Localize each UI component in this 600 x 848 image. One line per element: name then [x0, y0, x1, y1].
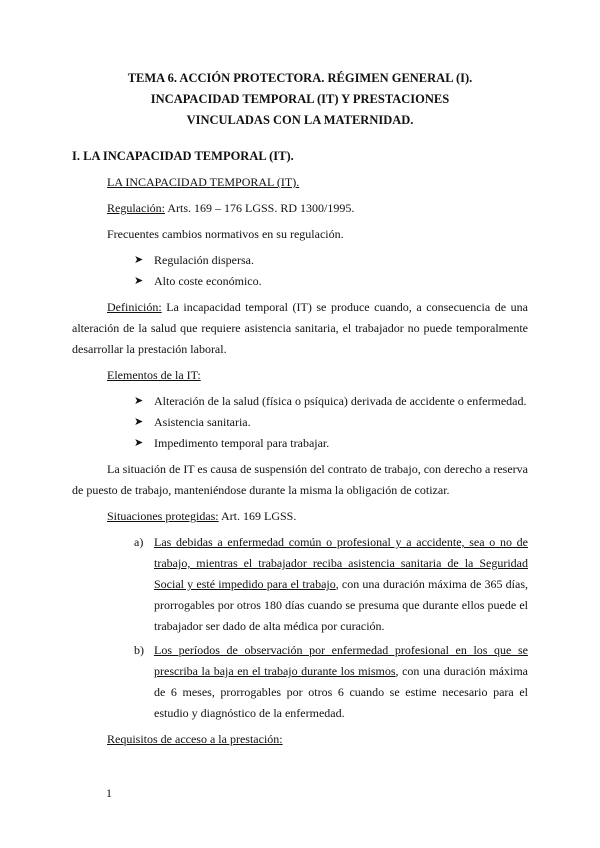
title-line: TEMA 6. ACCIÓN PROTECTORA. RÉGIMEN GENERAL (I). — [127, 71, 473, 85]
arrow-bullet-icon: ➤ — [134, 416, 144, 428]
situaciones-paragraph — [72, 506, 528, 527]
document-title — [60, 68, 540, 131]
list-marker: a) — [134, 535, 144, 549]
requisitos-paragraph — [72, 729, 528, 750]
list-item — [134, 532, 528, 637]
list-marker: b) — [134, 643, 144, 657]
requisitos-label: Requisitos de acceso a la prestación: — [107, 732, 283, 746]
list-item-text: Alteración de la salud (física o psíquica) derivada de accidente o enfermedad. — [154, 394, 527, 408]
frecuentes-paragraph: Frecuentes cambios normativos en su regulación. — [107, 227, 344, 241]
title-line: INCAPACIDAD TEMPORAL (IT) Y PRESTACIONES — [150, 92, 450, 106]
list-item — [134, 250, 528, 271]
list-item-text: Alto coste económico. — [154, 274, 262, 288]
bullet-list-2 — [72, 391, 528, 454]
regulacion-label: Regulación: — [107, 201, 165, 215]
list-item — [134, 391, 528, 412]
list-item-text: Impedimento temporal para trabajar. — [154, 436, 330, 450]
page-number: 1 — [106, 786, 112, 800]
arrow-bullet-icon: ➤ — [134, 395, 144, 407]
arrow-bullet-icon: ➤ — [134, 275, 144, 287]
arrow-bullet-icon: ➤ — [134, 254, 144, 266]
list-item — [134, 412, 528, 433]
list-item — [134, 271, 528, 292]
subheading: LA INCAPACIDAD TEMPORAL (IT). — [107, 175, 300, 189]
item-underlined-text: Los períodos de observación por enfermedad profesional en los que se prescriba la baja en el trabajo durante los mismos — [154, 643, 528, 678]
document-body — [72, 172, 528, 755]
item-text: , con una duración máxima de 365 días, prorrogables por otros 180 días cuando se presuma que durante ellos puede el trabajador ser dado de alta médica por curación. — [154, 577, 528, 633]
elementos-paragraph — [72, 365, 528, 386]
definicion-paragraph — [72, 297, 528, 360]
section-heading: I. LA INCAPACIDAD TEMPORAL (IT). — [72, 149, 294, 163]
regulacion-paragraph — [72, 198, 528, 219]
situacion-paragraph: La situación de IT es causa de suspensión del contrato de trabajo, con derecho a reserva de puesto de trabajo, manteniéndose durante la misma la obligación de cotizar. — [72, 462, 528, 497]
item-text: , con una duración máxima de 6 meses, prorrogables por otros 6 cuando se estime necesario para el estudio y diagnóstico de la enfermedad. — [154, 664, 528, 720]
item-underlined-text: Las debidas a enfermedad común o profesional y a accidente, sea o no de trabajo, mientras el trabajador reciba asistencia sanitaria de la Seguridad Social y esté impedido para el trabajo — [154, 535, 528, 591]
bullet-list-1 — [72, 250, 528, 292]
list-item-text: Regulación dispersa. — [154, 253, 254, 267]
list-item — [134, 433, 528, 454]
situaciones-list — [72, 532, 528, 724]
list-item-text: Asistencia sanitaria. — [154, 415, 251, 429]
situaciones-label: Situaciones protegidas: — [107, 509, 219, 523]
arrow-bullet-icon: ➤ — [134, 437, 144, 449]
list-item — [134, 640, 528, 724]
title-line: VINCULADAS CON LA MATERNIDAD. — [186, 113, 414, 127]
regulacion-text: Arts. 169 – 176 LGSS. RD 1300/1995. — [164, 201, 355, 215]
situaciones-text: Art. 169 LGSS. — [218, 509, 297, 523]
subheading-paragraph — [72, 172, 528, 193]
definicion-label: Definición: — [107, 300, 162, 314]
definicion-text: La incapacidad temporal (IT) se produce cuando, a consecuencia de una alteración de la salud que requiere asistencia sanitaria, el trabajador no puede temporalmente desarrollar la prestación laboral. — [72, 300, 528, 356]
elementos-label: Elementos de la IT: — [107, 368, 201, 382]
